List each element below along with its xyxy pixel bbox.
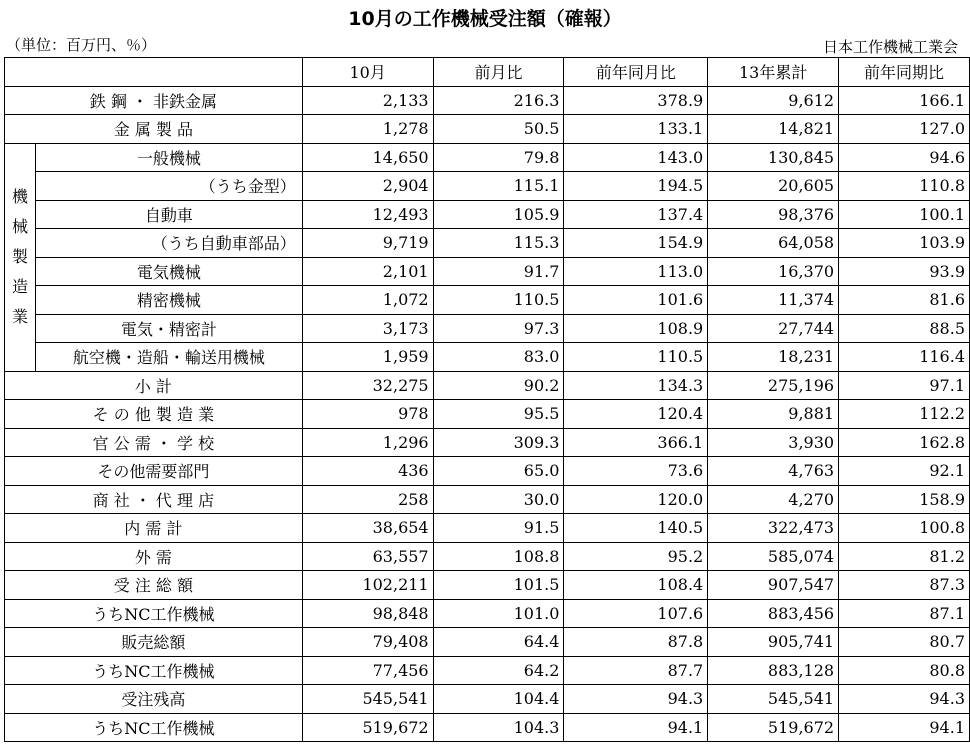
value-cell: 1,278	[302, 115, 433, 144]
value-cell: 3,173	[302, 314, 433, 343]
value-cell: 9,612	[708, 86, 839, 115]
value-cell: 113.0	[564, 257, 708, 286]
value-cell: 905,741	[708, 628, 839, 657]
value-cell: 110.5	[564, 343, 708, 372]
value-cell: 94.6	[839, 143, 970, 172]
value-cell: 2,101	[302, 257, 433, 286]
row-label: 内 需 計	[5, 514, 303, 543]
table-row	[5, 457, 970, 486]
table-row	[5, 656, 970, 685]
value-cell: 83.0	[433, 343, 564, 372]
row-label: （うち自動車部品）	[35, 229, 302, 258]
group-label-char: 械	[11, 217, 28, 236]
value-cell: 110.8	[839, 172, 970, 201]
value-cell: 27,744	[708, 314, 839, 343]
value-cell: 91.5	[433, 514, 564, 543]
value-cell: 9,881	[708, 400, 839, 429]
value-cell: 93.9	[839, 257, 970, 286]
value-cell: 140.5	[564, 514, 708, 543]
value-cell: 134.3	[564, 371, 708, 400]
value-cell: 4,270	[708, 485, 839, 514]
value-cell: 108.8	[433, 542, 564, 571]
value-cell: 143.0	[564, 143, 708, 172]
page-title: 10月の工作機械受注額（確報）	[348, 8, 622, 30]
value-cell: 104.3	[433, 713, 564, 742]
value-cell: 1,296	[302, 428, 433, 457]
value-cell: 519,672	[708, 713, 839, 742]
row-label: （うち金型）	[35, 172, 302, 201]
value-cell: 95.2	[564, 542, 708, 571]
table-row	[5, 229, 970, 258]
value-cell: 32,275	[302, 371, 433, 400]
value-cell: 102,211	[302, 571, 433, 600]
value-cell: 120.0	[564, 485, 708, 514]
table-row	[5, 713, 970, 742]
row-label: 商 社 ・ 代 理 店	[5, 485, 303, 514]
table-row	[5, 86, 970, 115]
header-blank	[5, 58, 303, 87]
column-header: 前月比	[433, 58, 564, 87]
table-row	[5, 200, 970, 229]
value-cell: 92.1	[839, 457, 970, 486]
row-label: その他需要部門	[5, 457, 303, 486]
unit-note: （単位：百万円、％）	[6, 36, 157, 54]
table-row	[5, 143, 970, 172]
table-row	[5, 400, 970, 429]
value-cell: 80.7	[839, 628, 970, 657]
row-label: うちNC工作機械	[5, 656, 303, 685]
table-row	[5, 314, 970, 343]
table-row	[5, 685, 970, 714]
group-label-manufacturing	[5, 143, 36, 371]
value-cell: 101.6	[564, 286, 708, 315]
value-cell: 80.8	[839, 656, 970, 685]
value-cell: 98,848	[302, 599, 433, 628]
value-cell: 107.6	[564, 599, 708, 628]
value-cell: 91.7	[433, 257, 564, 286]
row-label: 一般機械	[35, 143, 302, 172]
value-cell: 133.1	[564, 115, 708, 144]
value-cell: 154.9	[564, 229, 708, 258]
value-cell: 103.9	[839, 229, 970, 258]
table-row	[5, 514, 970, 543]
row-label: 外 需	[5, 542, 303, 571]
table-row	[5, 542, 970, 571]
table-row	[5, 628, 970, 657]
value-cell: 18,231	[708, 343, 839, 372]
column-header: 前年同月比	[564, 58, 708, 87]
row-label: 受注残高	[5, 685, 303, 714]
value-cell: 94.3	[564, 685, 708, 714]
value-cell: 883,128	[708, 656, 839, 685]
table-row	[5, 571, 970, 600]
row-label: 自動車	[35, 200, 302, 229]
value-cell: 97.3	[433, 314, 564, 343]
value-cell: 104.4	[433, 685, 564, 714]
value-cell: 585,074	[708, 542, 839, 571]
value-cell: 1,959	[302, 343, 433, 372]
value-cell: 978	[302, 400, 433, 429]
group-label-char: 製	[11, 247, 28, 266]
value-cell: 12,493	[302, 200, 433, 229]
value-cell: 545,541	[708, 685, 839, 714]
table-row	[5, 371, 970, 400]
row-label: 官 公 需 ・ 学 校	[5, 428, 303, 457]
value-cell: 436	[302, 457, 433, 486]
value-cell: 94.1	[839, 713, 970, 742]
table-row	[5, 428, 970, 457]
value-cell: 14,650	[302, 143, 433, 172]
value-cell: 110.5	[433, 286, 564, 315]
value-cell: 14,821	[708, 115, 839, 144]
value-cell: 101.5	[433, 571, 564, 600]
value-cell: 100.8	[839, 514, 970, 543]
value-cell: 907,547	[708, 571, 839, 600]
value-cell: 95.5	[433, 400, 564, 429]
group-label-char: 業	[11, 307, 28, 326]
value-cell: 77,456	[302, 656, 433, 685]
row-label: そ の 他 製 造 業	[5, 400, 303, 429]
value-cell: 108.9	[564, 314, 708, 343]
row-label: 精密機械	[35, 286, 302, 315]
value-cell: 64.2	[433, 656, 564, 685]
group-label-char: 造	[11, 277, 28, 296]
value-cell: 2,133	[302, 86, 433, 115]
value-cell: 101.0	[433, 599, 564, 628]
value-cell: 90.2	[433, 371, 564, 400]
value-cell: 73.6	[564, 457, 708, 486]
value-cell: 322,473	[708, 514, 839, 543]
value-cell: 519,672	[302, 713, 433, 742]
row-label: 金 属 製 品	[5, 115, 303, 144]
value-cell: 11,374	[708, 286, 839, 315]
value-cell: 88.5	[839, 314, 970, 343]
value-cell: 158.9	[839, 485, 970, 514]
value-cell: 1,072	[302, 286, 433, 315]
table-row	[5, 257, 970, 286]
value-cell: 16,370	[708, 257, 839, 286]
value-cell: 137.4	[564, 200, 708, 229]
table-row	[5, 343, 970, 372]
row-label: 受 注 総 額	[5, 571, 303, 600]
value-cell: 79,408	[302, 628, 433, 657]
value-cell: 275,196	[708, 371, 839, 400]
row-label: 鉄 鋼 ・ 非鉄金属	[5, 86, 303, 115]
value-cell: 116.4	[839, 343, 970, 372]
value-cell: 94.1	[564, 713, 708, 742]
column-header: 13年累計	[708, 58, 839, 87]
value-cell: 115.1	[433, 172, 564, 201]
value-cell: 50.5	[433, 115, 564, 144]
column-header: 前年同期比	[839, 58, 970, 87]
value-cell: 65.0	[433, 457, 564, 486]
value-cell: 9,719	[302, 229, 433, 258]
value-cell: 309.3	[433, 428, 564, 457]
value-cell: 64.4	[433, 628, 564, 657]
value-cell: 545,541	[302, 685, 433, 714]
header-row	[5, 58, 970, 87]
table-row	[5, 115, 970, 144]
value-cell: 81.2	[839, 542, 970, 571]
value-cell: 79.8	[433, 143, 564, 172]
row-label: 電気・精密計	[35, 314, 302, 343]
value-cell: 112.2	[839, 400, 970, 429]
value-cell: 130,845	[708, 143, 839, 172]
value-cell: 194.5	[564, 172, 708, 201]
value-cell: 108.4	[564, 571, 708, 600]
value-cell: 2,904	[302, 172, 433, 201]
table-body	[5, 58, 970, 742]
table-row	[5, 172, 970, 201]
source-label: 日本工作機械工業会	[822, 38, 958, 56]
orders-table	[4, 57, 970, 742]
table-row	[5, 485, 970, 514]
value-cell: 38,654	[302, 514, 433, 543]
value-cell: 100.1	[839, 200, 970, 229]
value-cell: 366.1	[564, 428, 708, 457]
value-cell: 216.3	[433, 86, 564, 115]
table-row	[5, 599, 970, 628]
value-cell: 258	[302, 485, 433, 514]
value-cell: 105.9	[433, 200, 564, 229]
value-cell: 166.1	[839, 86, 970, 115]
row-label: 販売総額	[5, 628, 303, 657]
value-cell: 20,605	[708, 172, 839, 201]
value-cell: 64,058	[708, 229, 839, 258]
value-cell: 97.1	[839, 371, 970, 400]
value-cell: 4,763	[708, 457, 839, 486]
row-label: うちNC工作機械	[5, 599, 303, 628]
column-header: 10月	[302, 58, 433, 87]
value-cell: 63,557	[302, 542, 433, 571]
value-cell: 120.4	[564, 400, 708, 429]
value-cell: 127.0	[839, 115, 970, 144]
row-label: 電気機械	[35, 257, 302, 286]
group-label-char: 機	[11, 187, 28, 206]
value-cell: 87.1	[839, 599, 970, 628]
value-cell: 98,376	[708, 200, 839, 229]
value-cell: 115.3	[433, 229, 564, 258]
value-cell: 87.3	[839, 571, 970, 600]
value-cell: 30.0	[433, 485, 564, 514]
value-cell: 87.8	[564, 628, 708, 657]
table-row	[5, 286, 970, 315]
row-label: 航空機・造船・輸送用機械	[35, 343, 302, 372]
value-cell: 87.7	[564, 656, 708, 685]
row-label: うちNC工作機械	[5, 713, 303, 742]
value-cell: 162.8	[839, 428, 970, 457]
value-cell: 883,456	[708, 599, 839, 628]
value-cell: 81.6	[839, 286, 970, 315]
row-label: 小 計	[5, 371, 303, 400]
value-cell: 94.3	[839, 685, 970, 714]
value-cell: 3,930	[708, 428, 839, 457]
value-cell: 378.9	[564, 86, 708, 115]
